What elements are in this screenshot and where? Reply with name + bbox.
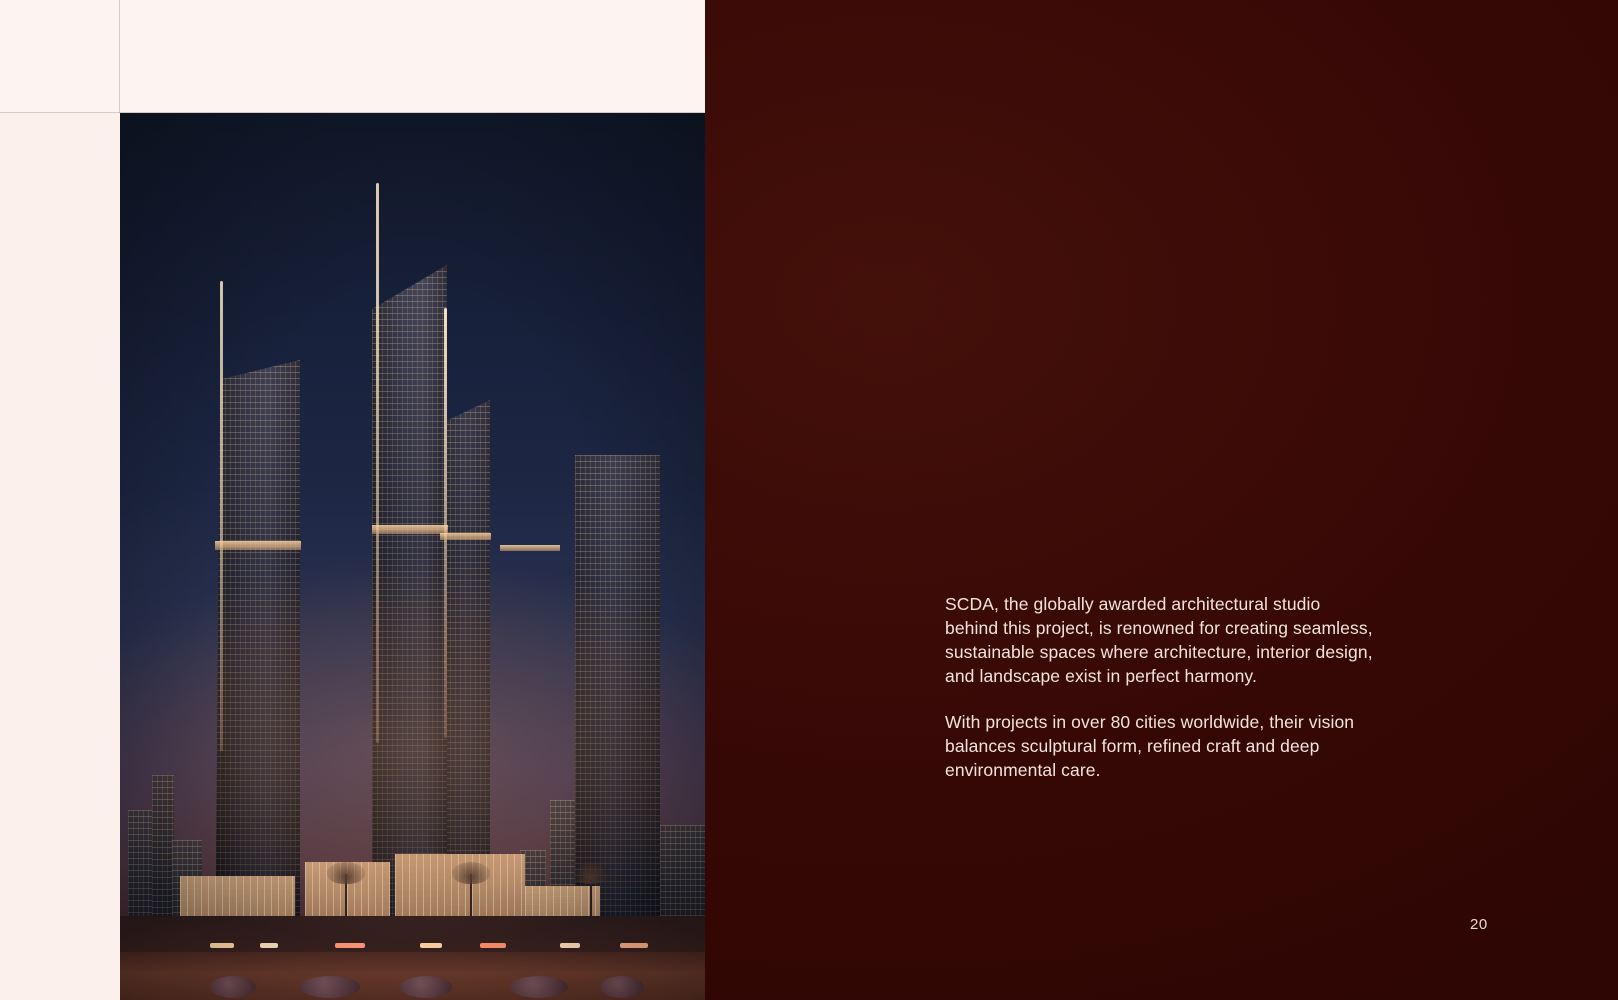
palm-tree: [470, 874, 472, 920]
car-light: [560, 943, 580, 948]
night-skyline-towers-photo: [120, 113, 705, 1000]
shrub: [210, 976, 256, 998]
tower-light-band: [500, 545, 560, 551]
shrub: [300, 976, 360, 998]
car-light: [480, 943, 506, 948]
dark-content-panel: [705, 0, 1618, 1000]
palm-tree: [345, 874, 347, 920]
shrub: [400, 976, 452, 998]
car-light: [420, 943, 442, 948]
left-margin-strip: [0, 0, 120, 1000]
shrub: [510, 976, 568, 998]
body-copy: [945, 592, 1375, 782]
car-light: [260, 943, 278, 948]
tower-light-band: [372, 525, 448, 534]
tower-edge-light: [376, 183, 379, 743]
paragraph-1: SCDA, the globally awarded architectural studio behind this project, is renowned for creating seamless, sustainable spaces where architecture, interior design, and landscape exist in perfect harmony.: [945, 594, 1373, 686]
top-margin-strip: [0, 0, 705, 113]
car-light: [620, 943, 648, 948]
vertical-rule: [119, 0, 120, 113]
car-light: [210, 943, 234, 948]
street: [120, 916, 705, 956]
tower-edge-light: [220, 281, 223, 751]
car-light: [335, 943, 365, 948]
page-number: 20: [1470, 916, 1488, 933]
tower-light-band: [440, 533, 491, 540]
tower-edge-light: [444, 308, 447, 738]
shrub: [600, 976, 644, 998]
palm-tree: [590, 874, 592, 920]
paragraph-2: With projects in over 80 cities worldwide, their vision balances sculptural form, refined craft and deep environmental care.: [945, 712, 1355, 780]
tower-light-band: [215, 541, 301, 550]
